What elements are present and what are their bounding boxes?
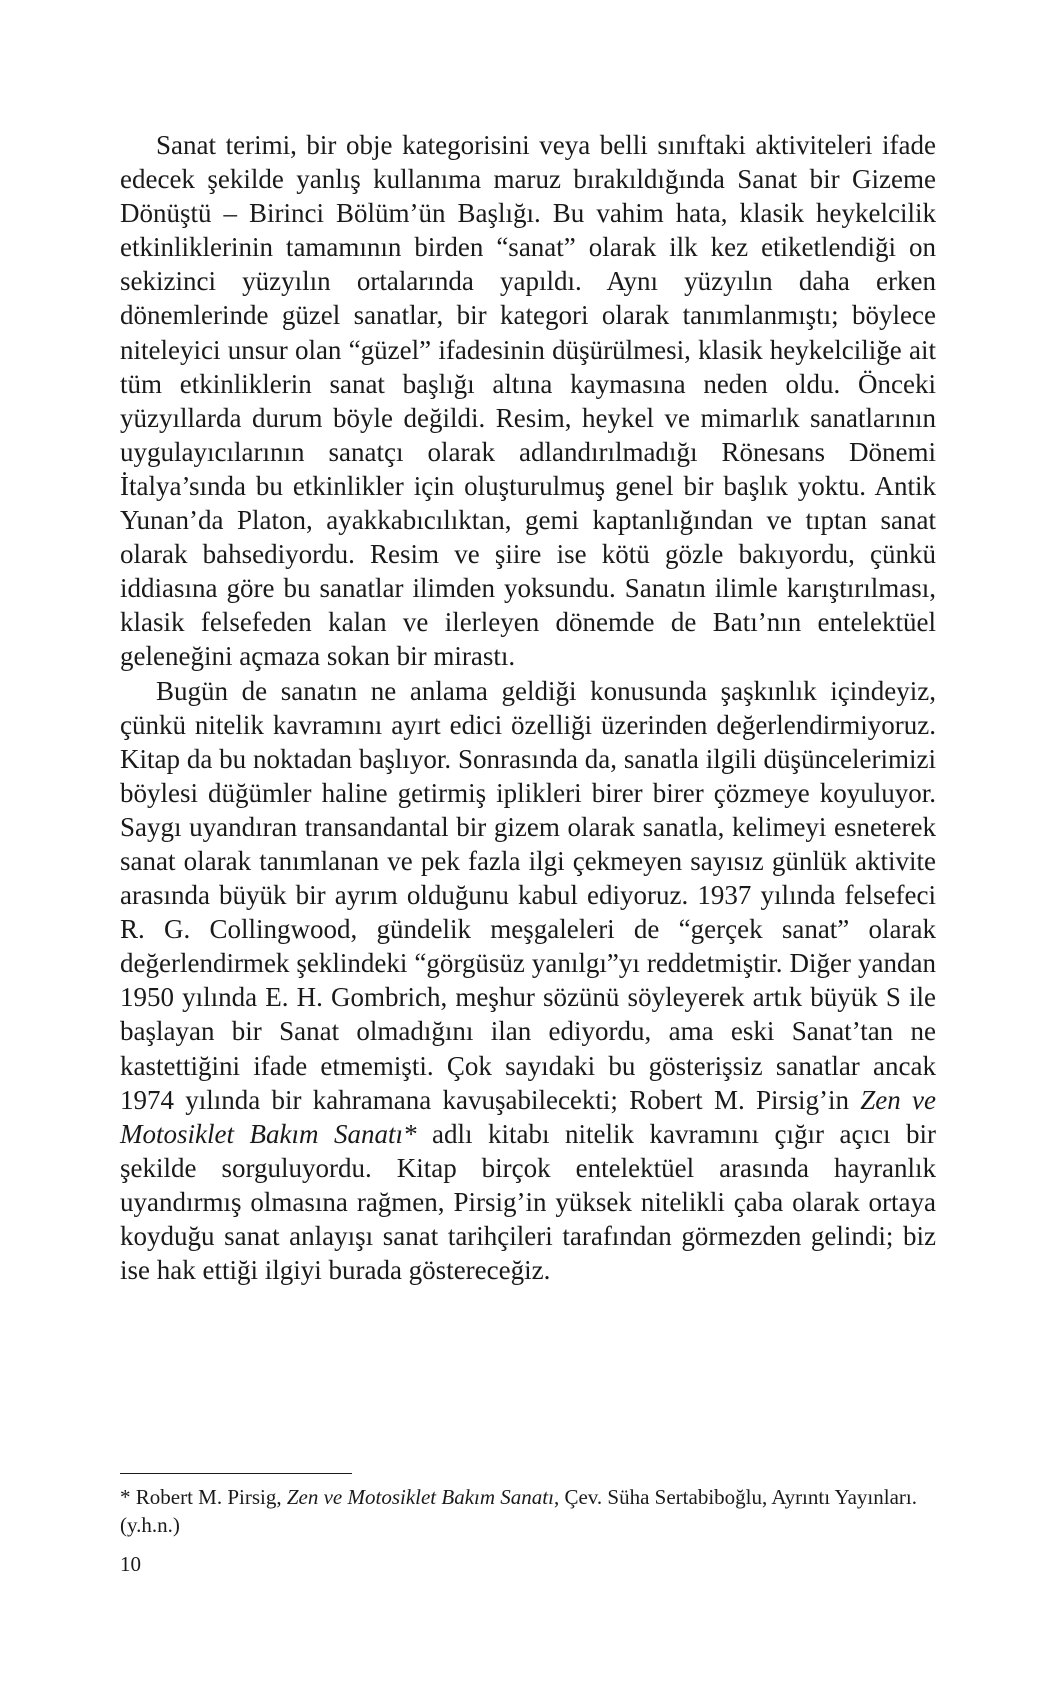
paragraph-1: Sanat terimi, bir obje kategorisini veya belli sınıftaki aktiviteleri ifade edecek şekilde yanlış kullanıma maruz bırakıldığında Sanat bir Gizeme Dönüştü – Birinci Bölüm’ün Başlığı. Bu vahim hata, klasik heykelcilik etkinliklerinin tamamının birden “sanat” olarak ilk kez etiketlendiği on sekizinci yüzyılın ortalarında yapıldı. Aynı yüzyılın daha erken dönemlerinde güzel sanatlar, bir kategori olarak tanımlanmıştı; böylece niteleyici unsur olan “güzel” ifadesinin düşürülmesi, klasik heykelciliğe ait tüm etkinliklerin sanat başlığı altına kaymasına neden oldu. Önceki yüzyıllarda durum böyle değildi. Resim, heykel ve mimarlık sanatlarının uygulayıcılarının sanatçı olarak adlandırılmadığı Rönesans Dönemi İtalya’sında bu etkinlikler için oluşturulmuş genel bir başlık yoktu. Antik Yunan’da Platon, ayakkabıcılıktan, gemi kaptanlığından ve tıptan sanat olarak bahsediyordu. Resim ve şiire ise kötü gözle bakıyordu, çünkü iddiasına göre bu sanatlar ilimden yoksundu. Sanatın ilimle karıştırılması, klasik felsefeden kalan ve ilerleyen dönemde de Batı’nın entelektüel geleneğini açmaza sokan bir mirastı.	[120, 130, 936, 672]
page-number: 10	[120, 1552, 141, 1576]
paragraph-2-text-end: adlı kitabı nitelik kavramını çığır açıcı bir şekilde sorguluyordu. Kitap birçok entelektüel arasında hayranlık uyandırmış olmasına rağmen, Pirsig’in yüksek nitelikli çaba olarak ortaya koyduğu sanat anlayışı sanat tarihçileri tarafından görmezden gelindi; biz ise hak ettiği ilgiyi burada göstereceğiz.	[120, 1118, 936, 1286]
paragraph-2	[120, 674, 936, 1288]
footnote	[120, 1483, 936, 1539]
book-title-italic: Zen ve Motosiklet Bakım Sanatı*	[120, 1084, 937, 1149]
footnote-book-title: Zen ve Motosiklet Bakım Sanatı	[286, 1485, 554, 1509]
footnote-divider	[120, 1473, 352, 1474]
body-text	[120, 128, 936, 1287]
paragraph-2-text-start: Bugün de sanatın ne anlama geldiği konusunda şaşkınlık içindeyiz, çünkü nitelik kavramını ayırt edici özelliği üzerinden değerlendirmiyoruz. Kitap da bu noktadan başlıyor. Sonrasında da, sanatla ilgili düşüncelerimizi böylesi düğümler haline getirmiş iplikleri birer birer çözmeye koyuluyor. Saygı uyandıran transandantal bir gizem olarak sanatla, kelimeyi esneterek sanat olarak tanımlanan ve pek fazla ilgi çekmeyen sayısız günlük aktivite arasında büyük bir ayrım olduğunu kabul ediyoruz. 1937 yılında felsefeci R. G. Collingwood, gündelik meşgaleleri de “gerçek sanat” olarak değerlendirmek şeklindeki “görgüsüz yanılgı”yı reddetmiştir. Diğer yandan 1950 yılında E. H. Gombrich, meşhur sözünü söyleyerek artık büyük S ile başlayan bir Sanat olmadığını ilan ediyordu, ama eski Sanat’tan ne kastettiğini ifade etmemişti. Çok sayıdaki bu gösterişsiz sanatlar ancak 1974 yılında bir kahramana kavuşabilecekti; Robert M. Pirsig’in	[120, 675, 936, 1115]
footnote-prefix: * Robert M. Pirsig,	[120, 1485, 287, 1509]
footnote-suffix: , Çev. Süha Sertabiboğlu, Ayrıntı Yayınları. (y.h.n.)	[120, 1485, 917, 1537]
